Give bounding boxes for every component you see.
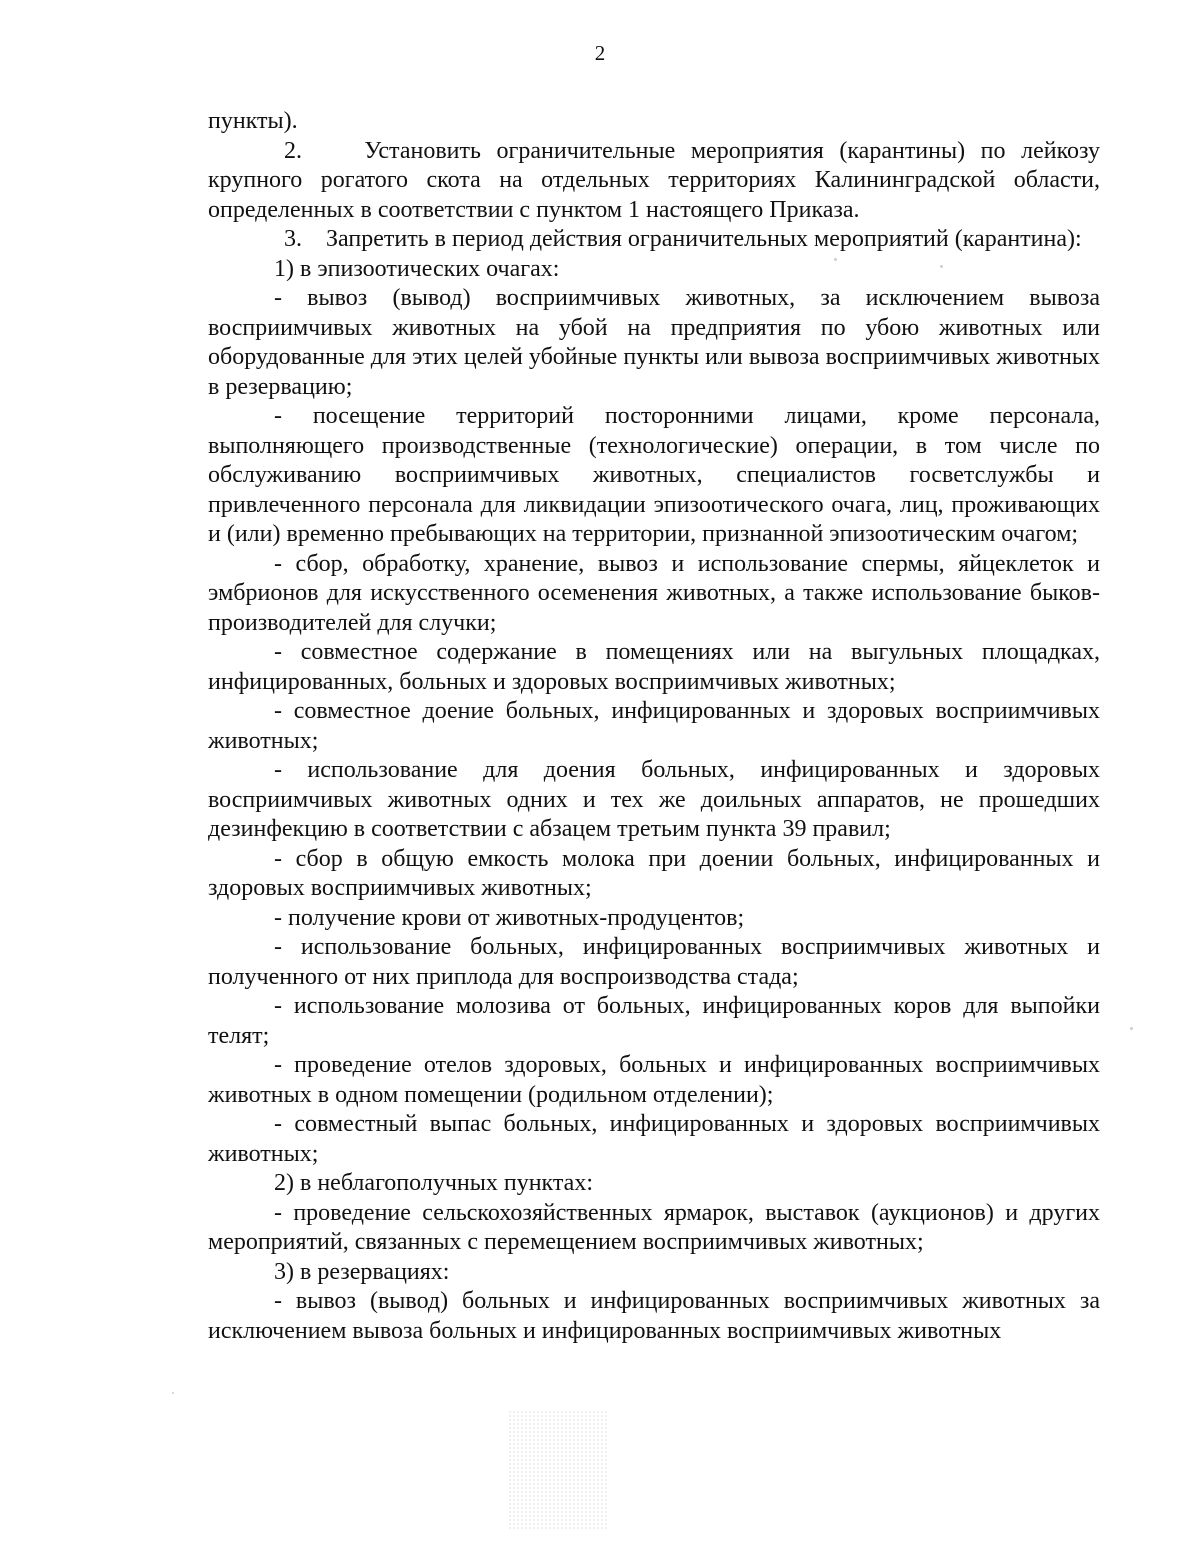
page-number: 2 <box>594 41 606 65</box>
list-item: - вывоз (вывод) больных и инфицированных восприимчивых животных за исключением вывоза больных и инфицированных восприимчивых животных <box>208 1288 1100 1344</box>
list-item: - проведение отелов здоровых, больных и инфицированных восприимчивых животных в одном помещении (родильном отделении); <box>208 1052 1100 1108</box>
list-item: - сбор, обработку, хранение, вывоз и использование спермы, яйцеклеток и эмбрионов для искусственного осеменения животных, а также использование быков-производителей для случки; <box>208 550 1100 636</box>
list-item: - использование больных, инфицированных восприимчивых животных и полученного от них приплода для воспроизводства стада; <box>208 934 1100 990</box>
list-item: - совместный выпас больных, инфицированных и здоровых восприимчивых животных; <box>208 1111 1100 1167</box>
document-body <box>208 107 1100 1346</box>
scan-noise <box>508 1410 608 1530</box>
scan-speck <box>1130 1027 1133 1030</box>
list-item: - использование для доения больных, инфицированных и здоровых восприимчивых животных одних и тех же доильных аппаратов, не прошедших дезинфекцию в соответствии с абзацем третьим пункта 39 правил; <box>208 757 1100 842</box>
list-item: - использование молозива от больных, инфицированных коров для выпойки телят; <box>208 993 1100 1049</box>
scan-speck <box>834 258 837 261</box>
list-item: - вывоз (вывод) восприимчивых животных, за исключением вывоза восприимчивых животных на убой на предприятия по убою животных или оборудованные для этих целей убойные пункты или вывоза восприимчивых животных в резервацию; <box>208 285 1100 400</box>
scan-speck <box>172 1392 174 1394</box>
list-item: - получение крови от животных-продуцентов; <box>274 904 745 931</box>
paragraph-item-2: 2. Установить ограничительные мероприятия (карантины) по лейкозу крупного рогатого скота на отдельных территориях Калининградской области, определенных в соответствии с пунктом 1 настоящего Приказа. <box>208 137 1100 223</box>
paragraph: пункты). <box>208 108 298 134</box>
paragraph-item-3: 3. Запретить в период действия ограничительных мероприятий (карантина): <box>284 226 1082 252</box>
list-item: - посещение территорий посторонними лицами, кроме персонала, выполняющего производственные (технологические) операции, в том числе по обслуживанию восприимчивых животных, специалистов госветслужбы и привлеченного персонала для ликвидации эпизоотического очага, лиц, проживающих и (или) временно пребывающих на территории, признанной эпизоотическим очагом; <box>208 403 1100 547</box>
list-item: - совместное содержание в помещениях или на выгульных площадках, инфицированных, больных и здоровых восприимчивых животных; <box>208 639 1100 695</box>
list-item: - сбор в общую емкость молока при доении больных, инфицированных и здоровых восприимчивых животных; <box>208 845 1100 901</box>
subitem-heading: 3) в резервациях: <box>274 1258 450 1285</box>
scan-speck <box>940 265 943 268</box>
subitem-heading: 1) в эпизоотических очагах: <box>274 255 560 282</box>
list-item: - совместное доение больных, инфицированных и здоровых восприимчивых животных; <box>208 698 1100 754</box>
subitem-heading: 2) в неблагополучных пунктах: <box>274 1170 593 1196</box>
list-item: - проведение сельскохозяйственных ярмарок, выставок (аукционов) и других мероприятий, связанных с перемещением восприимчивых животных; <box>208 1199 1100 1255</box>
